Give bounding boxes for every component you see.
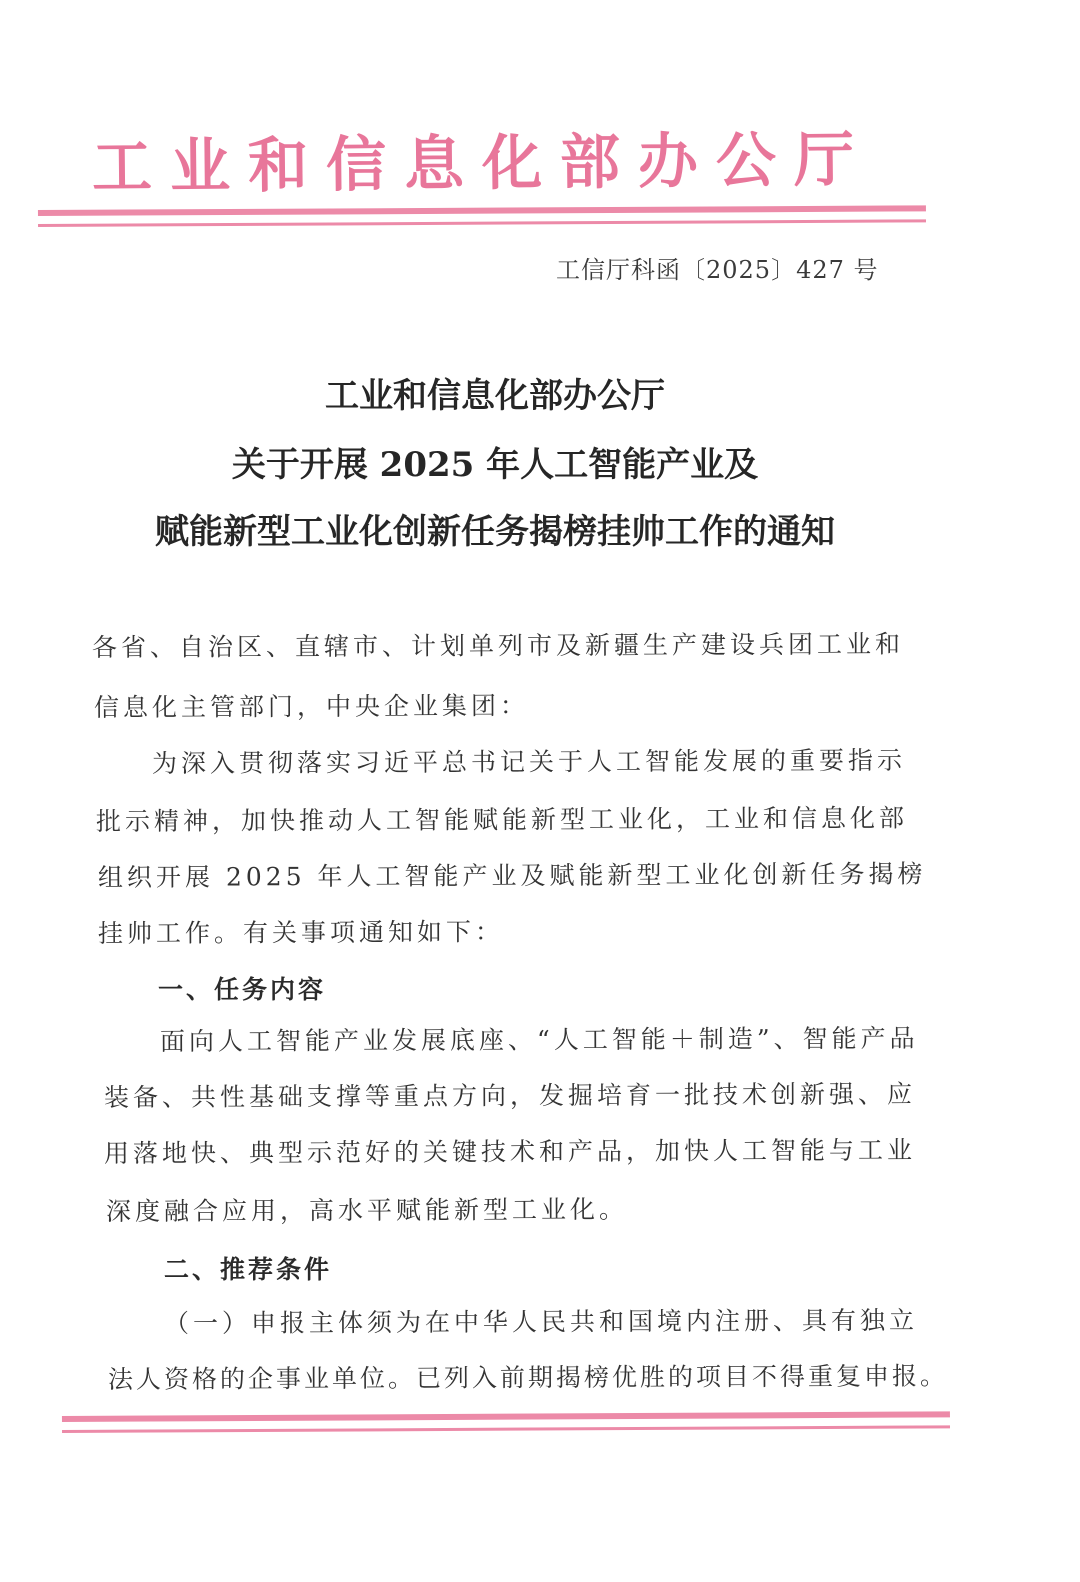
letterhead-title: 工业和信息化部办公厅: [91, 124, 873, 203]
footer-red-rule: [62, 1411, 950, 1438]
doc-title-line-1: 工业和信息化部办公厅: [325, 376, 665, 416]
section-1-heading: 一、任务内容: [158, 975, 327, 1004]
addressee-line-1: 各省、自治区、直辖市、计划单列市及新疆生产建设兵团工业和: [91, 629, 905, 662]
intro-line-1: 为深入贯彻落实习近平总书记关于人工智能发展的重要指示: [151, 745, 907, 778]
section-2-heading: 二、推荐条件: [164, 1255, 333, 1284]
intro-line-3: 组织开展 2025 年人工智能产业及赋能新型工业化创新任务揭榜: [97, 859, 927, 892]
doc-title-line-3: 赋能新型工业化创新任务揭榜挂帅工作的通知: [155, 512, 835, 552]
red-rule-thin: [38, 219, 926, 227]
section-1-line-1: 面向人工智能产业发展底座、“人工智能＋制造”、智能产品: [159, 1023, 919, 1056]
section-1-line-3: 用落地快、典型示范好的关键技术和产品，加快人工智能与工业: [103, 1135, 917, 1168]
document-number: 工信厅科函〔2025〕427 号: [556, 256, 879, 284]
section-1-line-4: 深度融合应用，高水平赋能新型工业化。: [105, 1194, 629, 1226]
red-rule-thin: [62, 1425, 950, 1433]
letterhead-red-rule: [38, 205, 926, 232]
section-1-line-2: 装备、共性基础支撑等重点方向，发掘培育一批技术创新强、应: [103, 1079, 917, 1112]
addressee-line-2: 信息化主管部门，中央企业集团：: [93, 691, 530, 722]
red-rule-thick: [62, 1411, 950, 1422]
section-2-line-2: 法人资格的企事业单位。已列入前期揭榜优胜的项目不得重复申报。: [107, 1361, 949, 1394]
intro-line-2: 批示精神，加快推动人工智能赋能新型工业化，工业和信息化部: [95, 803, 909, 836]
intro-line-4: 挂帅工作。有关事项通知如下：: [97, 917, 505, 948]
section-2-line-1: （一）申报主体须为在中华人民共和国境内注册、具有独立: [163, 1305, 919, 1338]
doc-title-line-2: 关于开展 2025 年人工智能产业及: [231, 445, 759, 485]
